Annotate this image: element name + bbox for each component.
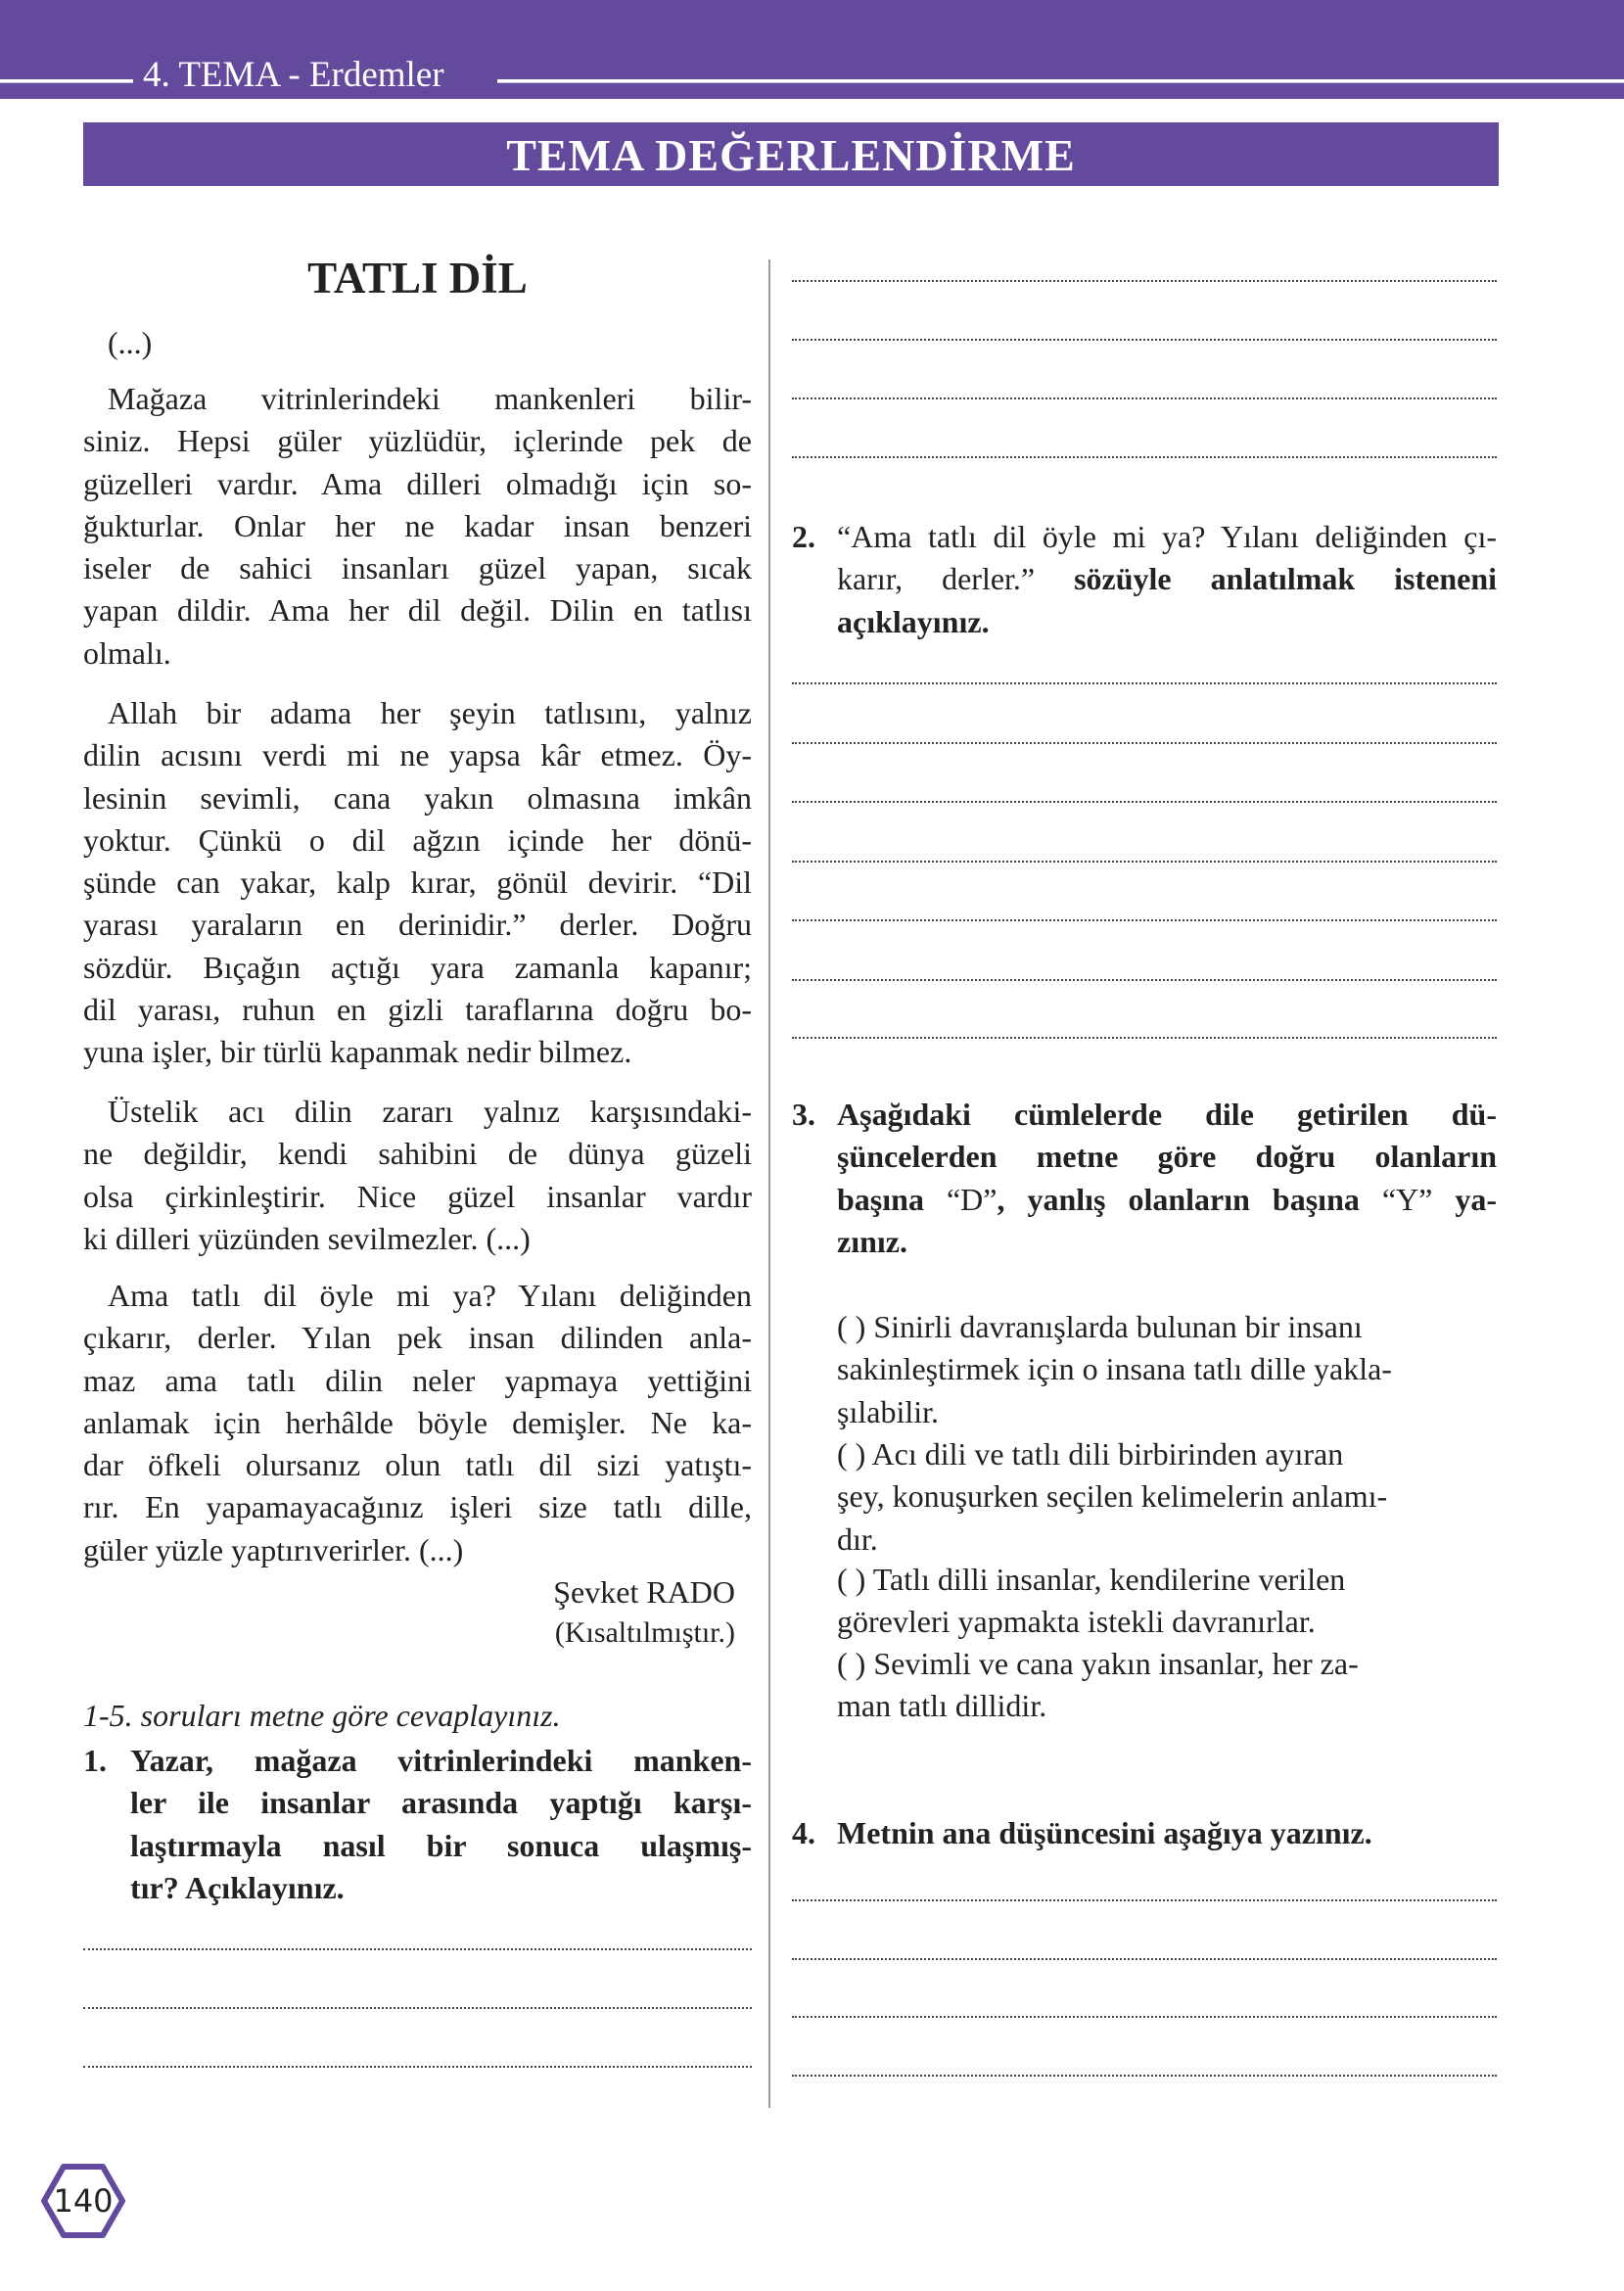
text-segment: sözüyle anlatılmak isteneni: [1074, 561, 1497, 597]
story-paragraph-4: [83, 1275, 752, 1571]
text-line: güzelleri vardır. Ama dilleri olmadığı için so-: [83, 465, 752, 501]
answer-line: [792, 742, 1497, 744]
answer-line: [792, 2016, 1497, 2018]
true-false-item-1[interactable]: [837, 1306, 1497, 1433]
answer-line: [792, 339, 1497, 341]
question-1-number: 1.: [83, 1743, 107, 1778]
text-line: ( ) Acı dili ve tatlı dili birbirinden ayıran: [837, 1436, 1344, 1472]
header-rule-left: [0, 79, 133, 83]
text-line: Üstelik acı dilin zararı yalnız karşısındaki-: [108, 1094, 752, 1129]
text-line: [837, 1221, 1497, 1263]
answer-line: [792, 979, 1497, 981]
text-segment: açıklayınız.: [837, 603, 990, 639]
story-author: Şevket RADO: [553, 1574, 735, 1610]
text-line: ( ) Sevimli ve cana yakın insanlar, her za-: [837, 1646, 1359, 1681]
text-line: ( ) Tatlı dilli insanlar, kendilerine verilen: [837, 1562, 1346, 1597]
text-line: olmalı.: [83, 634, 171, 671]
text-line: [837, 516, 1497, 558]
question-4-text: [837, 1812, 1497, 1854]
text-line: yoktur. Çünkü o dil ağzın içinde her dönü-: [83, 821, 752, 858]
text-line: ğukturlar. Onlar her ne kadar insan benzeri: [83, 507, 752, 543]
text-line: [837, 601, 1497, 643]
text-segment: Aşağıdaki cümlelerde dile getirilen dü-: [837, 1097, 1497, 1132]
answer-line: [792, 801, 1497, 803]
story-title: TATLI DİL: [307, 254, 528, 303]
text-line: Allah bir adama her şeyin tatlısını, yalnız: [108, 695, 752, 730]
text-segment: ya-: [1432, 1181, 1497, 1217]
section-title: 4. TEMA - Erdemler: [143, 55, 444, 95]
text-line: yarası yaraların en derinidir.” derler. Doğru: [83, 907, 752, 943]
text-line: şılabilir.: [837, 1393, 939, 1429]
text-line: dır.: [837, 1520, 878, 1557]
answer-line: [792, 1037, 1497, 1039]
story-paragraph-2: [83, 692, 752, 1074]
text-line: şünde can yakar, kalp kırar, gönül devirir. “Dil: [83, 865, 752, 901]
text-line: iseler de sahici insanları güzel yapan, sıcak: [83, 550, 752, 586]
text-line: ne değildir, kendi sahibini de dünya güzeli: [83, 1136, 752, 1172]
text-line: siniz. Hepsi güler yüzlüdür, içlerinde pek de: [83, 423, 752, 459]
text-line: maz ama tatlı dilin neler yapmaya yettiğini: [83, 1362, 752, 1398]
true-false-item-2[interactable]: [837, 1433, 1497, 1561]
text-line: dar öfkeli olursanız olun tatlı dil sizi yatıştı-: [83, 1447, 752, 1483]
text-line: sakinleştirmek için o insana tatlı dille yakla-: [837, 1351, 1392, 1387]
answer-line: [792, 280, 1497, 282]
text-line: Yazar, mağaza vitrinlerindeki manken-: [130, 1743, 752, 1778]
text-line: görevleri yapmakta istekli davranırlar.: [837, 1604, 1316, 1640]
text-line: olsa çirkinleştirir. Nice güzel insanlar vardır: [83, 1178, 752, 1214]
answer-line: [83, 2007, 752, 2009]
answer-line: [792, 2075, 1497, 2077]
text-line: dil yarası, ruhun en gizli taraflarına doğru bo-: [83, 992, 752, 1028]
answer-line: [792, 682, 1497, 684]
story-note: (Kısaltılmıştır.): [554, 1616, 735, 1649]
answer-line: [792, 919, 1497, 921]
text-segment: şüncelerden metne göre doğru olanların: [837, 1139, 1497, 1175]
answer-line: [792, 397, 1497, 399]
question-2-number: 2.: [792, 519, 815, 554]
text-segment: , yanlış olanların başına: [997, 1181, 1382, 1217]
text-line: ki dilleri yüzünden sevilmezler. (...): [83, 1220, 531, 1256]
answer-line: [792, 1958, 1497, 1960]
text-line: laştırmayla nasıl bir sonuca ulaşmış-: [130, 1827, 752, 1863]
text-line: sözdür. Bıçağın açtığı yara zamanla kapanır;: [83, 949, 752, 985]
text-line: [837, 1179, 1497, 1221]
question-2-text: [837, 516, 1497, 643]
text-segment: “D”: [946, 1181, 998, 1217]
text-line: ler ile insanlar arasında yaptığı karşı-: [130, 1785, 752, 1821]
answer-line: [83, 2066, 752, 2068]
text-line: yapan dildir. Ama her dil değil. Dilin en tatlısı: [83, 592, 752, 629]
text-line: ( ) Sinirli davranışlarda bulunan bir insanı: [837, 1309, 1363, 1344]
answer-line: [792, 861, 1497, 863]
page-title: TEMA DEĞERLENDİRME: [83, 122, 1499, 186]
text-line: [837, 1136, 1497, 1178]
story-paragraph-3: [83, 1091, 752, 1260]
text-line: şey, konuşurken seçilen kelimelerin anlamı-: [837, 1478, 1388, 1515]
text-line: dilin acısını verdi mi ne yapsa kâr etmez. Öy-: [83, 737, 752, 773]
header-rule-right: [497, 79, 1624, 83]
text-line: [837, 558, 1497, 600]
answer-line: [83, 1948, 752, 1950]
text-line: lesinin sevimli, cana yakın olmasına imkân: [83, 779, 752, 816]
story-ellipsis: (...): [108, 325, 153, 360]
text-line: anlamak için herhâlde böyle demişler. Ne ka-: [83, 1404, 752, 1440]
text-line: güler yüzle yaptırıverirler. (...): [83, 1531, 464, 1567]
text-segment: başına: [837, 1181, 947, 1217]
question-4-number: 4.: [792, 1815, 815, 1850]
page-number: 140: [53, 2182, 114, 2220]
page-number-badge: [39, 2162, 127, 2240]
text-line: tır? Açıklayınız.: [130, 1869, 345, 1905]
text-line: yuna işler, bir türlü kapanmak nedir bilmez.: [83, 1034, 632, 1070]
text-segment: zınız.: [837, 1223, 907, 1259]
text-line: Ama tatlı dil öyle mi ya? Yılanı deliğinden: [108, 1278, 752, 1313]
story-paragraph-1: [83, 378, 752, 675]
answer-line: [792, 456, 1497, 458]
column-divider: [768, 259, 770, 2108]
text-segment: “Ama tatlı dil öyle mi ya? Yılanı deliğinden çı-: [837, 519, 1497, 554]
text-line: man tatlı dillidir.: [837, 1688, 1047, 1724]
text-line: rır. En yapamayacağınız işleri size tatlı dille,: [83, 1489, 752, 1525]
text-line: Metnin ana düşüncesini aşağıya yazınız.: [837, 1815, 1372, 1850]
text-line: çıkarır, derler. Yılan pek insan dilinden anla-: [83, 1320, 752, 1356]
answer-line: [792, 1899, 1497, 1901]
question-3-number: 3.: [792, 1097, 815, 1132]
text-segment: karır, derler.”: [837, 561, 1075, 597]
true-false-item-3[interactable]: [837, 1559, 1497, 1644]
question-1-text: [130, 1740, 752, 1909]
text-line: [837, 1094, 1497, 1136]
text-segment: “Y”: [1381, 1181, 1433, 1217]
true-false-item-4[interactable]: [837, 1643, 1497, 1728]
instructions: 1-5. soruları metne göre cevaplayınız.: [83, 1698, 561, 1733]
text-line: Mağaza vitrinlerindeki mankenleri bilir-: [108, 381, 752, 416]
question-3-text: [837, 1094, 1497, 1263]
